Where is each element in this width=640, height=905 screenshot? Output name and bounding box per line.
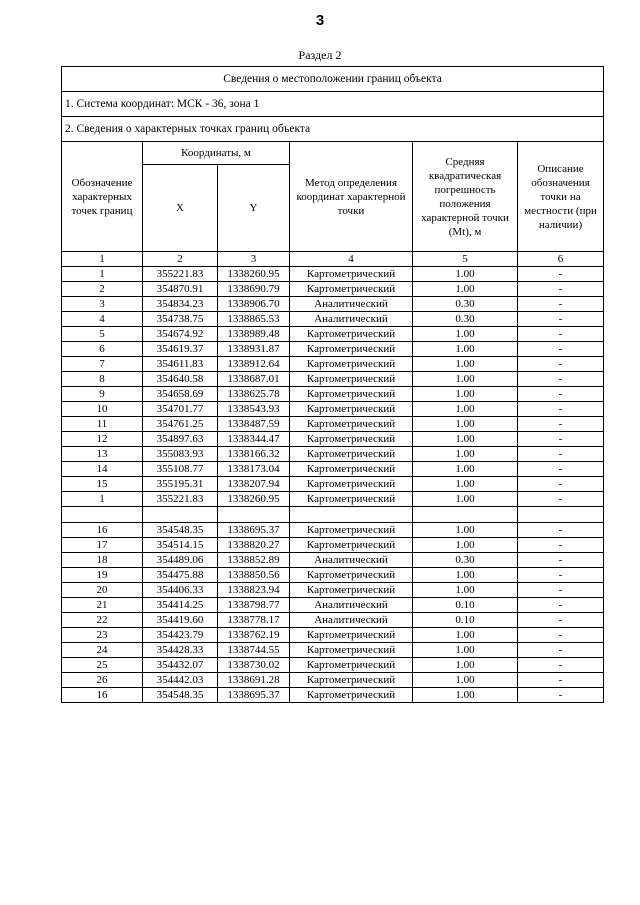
- table-cell: Картометрический: [290, 267, 413, 282]
- table-cell: 1.00: [413, 432, 518, 447]
- table-cell: 1.00: [413, 523, 518, 538]
- table-cell: 354761.25: [143, 417, 218, 432]
- table-cell: 355108.77: [143, 462, 218, 477]
- table-cell: 1338850.56: [218, 568, 290, 583]
- table-cell: Картометрический: [290, 688, 413, 703]
- table-cell: 354406.33: [143, 583, 218, 598]
- table-cell: Картометрический: [290, 462, 413, 477]
- table-row: [62, 538, 604, 553]
- table-cell: 9: [62, 387, 143, 402]
- table-row: [62, 568, 604, 583]
- table-cell: 1.00: [413, 643, 518, 658]
- table-row: [62, 553, 604, 568]
- table-cell: 354640.58: [143, 372, 218, 387]
- table-cell: 21: [62, 598, 143, 613]
- table-cell: 1.00: [413, 372, 518, 387]
- table-cell: 1.00: [413, 342, 518, 357]
- table-row: [62, 673, 604, 688]
- table-row: [62, 658, 604, 673]
- table-cell: -: [518, 628, 604, 643]
- header-x: X: [143, 165, 218, 252]
- table-cell: 1338166.32: [218, 447, 290, 462]
- table-cell: 354432.07: [143, 658, 218, 673]
- table-cell: Аналитический: [290, 598, 413, 613]
- table-cell: 1.00: [413, 357, 518, 372]
- points-heading: 2. Сведения о характерных точках границ объекта: [62, 117, 604, 142]
- table-cell: 1338691.28: [218, 673, 290, 688]
- table-row: [62, 327, 604, 342]
- table-cell: -: [518, 553, 604, 568]
- table-cell: 1.00: [413, 688, 518, 703]
- header-coordinates: Координаты, м: [143, 142, 290, 165]
- table-row: [62, 417, 604, 432]
- table-cell: 1.00: [413, 568, 518, 583]
- coord-system: 1. Система координат: МСК - 36, зона 1: [62, 92, 604, 117]
- table-cell: 355221.83: [143, 267, 218, 282]
- table-cell: 1338931.87: [218, 342, 290, 357]
- column-number: 5: [413, 252, 518, 267]
- table-cell: 5: [62, 327, 143, 342]
- table-cell: Картометрический: [290, 658, 413, 673]
- table-cell: Картометрический: [290, 628, 413, 643]
- table-cell: Аналитический: [290, 312, 413, 327]
- header-y: Y: [218, 165, 290, 252]
- table-cell: 354514.15: [143, 538, 218, 553]
- column-number: 6: [518, 252, 604, 267]
- table-cell: -: [518, 432, 604, 447]
- table-cell: 23: [62, 628, 143, 643]
- section-title: Раздел 2: [298, 48, 342, 62]
- table-cell: Картометрический: [290, 327, 413, 342]
- column-number: 3: [218, 252, 290, 267]
- table-cell: 0.30: [413, 312, 518, 327]
- table-cell: -: [518, 492, 604, 507]
- table-cell: 1338695.37: [218, 523, 290, 538]
- table-cell: Картометрический: [290, 357, 413, 372]
- table-cell: -: [518, 447, 604, 462]
- table-cell: Картометрический: [290, 342, 413, 357]
- table-cell: 1.00: [413, 387, 518, 402]
- table-row: [62, 387, 604, 402]
- blank-cell: [143, 507, 218, 523]
- table-cell: 1338912.64: [218, 357, 290, 372]
- table-cell: 354674.92: [143, 327, 218, 342]
- header-designation: Обозначение характерных точек границ: [62, 142, 143, 252]
- table-row: [62, 643, 604, 658]
- table-cell: 1338852.89: [218, 553, 290, 568]
- table-cell: 25: [62, 658, 143, 673]
- column-number: 4: [290, 252, 413, 267]
- table-cell: -: [518, 297, 604, 312]
- table-cell: -: [518, 462, 604, 477]
- table-cell: 1338989.48: [218, 327, 290, 342]
- table-row: [62, 613, 604, 628]
- table-cell: Картометрический: [290, 432, 413, 447]
- table-cell: Картометрический: [290, 372, 413, 387]
- table-row: [62, 523, 604, 538]
- header-method: Метод определения координат характерной точки: [290, 142, 413, 252]
- table-row: [62, 598, 604, 613]
- table-cell: 1338487.59: [218, 417, 290, 432]
- table-row: [62, 267, 604, 282]
- table-cell: 1.00: [413, 282, 518, 297]
- blank-cell: [290, 507, 413, 523]
- table-cell: 0.30: [413, 297, 518, 312]
- table-cell: 1338778.17: [218, 613, 290, 628]
- table-cell: 354658.69: [143, 387, 218, 402]
- table-cell: 1: [62, 267, 143, 282]
- table-row: [62, 688, 604, 703]
- page-number: 3: [315, 12, 325, 29]
- table-row: [62, 462, 604, 477]
- table-cell: 1: [62, 492, 143, 507]
- table-cell: 1.00: [413, 267, 518, 282]
- table-cell: -: [518, 342, 604, 357]
- table-cell: Картометрический: [290, 523, 413, 538]
- table-cell: 354475.88: [143, 568, 218, 583]
- table-row: [62, 477, 604, 492]
- table-cell: 2: [62, 282, 143, 297]
- table-cell: 1.00: [413, 417, 518, 432]
- table-cell: 1338798.77: [218, 598, 290, 613]
- table-cell: 24: [62, 643, 143, 658]
- blank-cell: [62, 507, 143, 523]
- table-cell: 11: [62, 417, 143, 432]
- table-cell: -: [518, 688, 604, 703]
- table-cell: -: [518, 583, 604, 598]
- table-cell: 1338260.95: [218, 267, 290, 282]
- table-cell: 354423.79: [143, 628, 218, 643]
- table-cell: 8: [62, 372, 143, 387]
- table-cell: 1338173.04: [218, 462, 290, 477]
- table-cell: 354548.35: [143, 688, 218, 703]
- table-cell: Картометрический: [290, 643, 413, 658]
- table-row: [62, 357, 604, 372]
- table-cell: Картометрический: [290, 477, 413, 492]
- table-cell: 1.00: [413, 477, 518, 492]
- table-cell: -: [518, 643, 604, 658]
- table-cell: 355083.93: [143, 447, 218, 462]
- table-cell: -: [518, 538, 604, 553]
- table-cell: 1.00: [413, 462, 518, 477]
- table-cell: 0.30: [413, 553, 518, 568]
- table-cell: 1338744.55: [218, 643, 290, 658]
- table-cell: Картометрический: [290, 568, 413, 583]
- column-number: 2: [143, 252, 218, 267]
- table-cell: Картометрический: [290, 402, 413, 417]
- table-cell: 14: [62, 462, 143, 477]
- blank-row: [62, 507, 604, 523]
- table-cell: Картометрический: [290, 538, 413, 553]
- table-cell: 1338762.19: [218, 628, 290, 643]
- header-description: Описание обозначения точки на местности (при наличии): [518, 142, 604, 252]
- table-cell: 15: [62, 477, 143, 492]
- table-cell: 354619.37: [143, 342, 218, 357]
- table-cell: Картометрический: [290, 447, 413, 462]
- table-row: [62, 583, 604, 598]
- table-row: [62, 282, 604, 297]
- table-row: [62, 297, 604, 312]
- table-row: [62, 628, 604, 643]
- table-cell: 0.10: [413, 613, 518, 628]
- table-cell: Картометрический: [290, 583, 413, 598]
- table-cell: 354738.75: [143, 312, 218, 327]
- table-row: [62, 402, 604, 417]
- table-cell: 3: [62, 297, 143, 312]
- table-cell: -: [518, 568, 604, 583]
- table-cell: 22: [62, 613, 143, 628]
- table-cell: 1338260.95: [218, 492, 290, 507]
- table-cell: -: [518, 613, 604, 628]
- table-cell: 354897.63: [143, 432, 218, 447]
- boundary-table: [61, 66, 604, 703]
- table-cell: -: [518, 357, 604, 372]
- table-cell: 20: [62, 583, 143, 598]
- table-cell: -: [518, 598, 604, 613]
- table-cell: Картометрический: [290, 673, 413, 688]
- table-cell: 1.00: [413, 538, 518, 553]
- table-cell: Аналитический: [290, 553, 413, 568]
- table-cell: -: [518, 402, 604, 417]
- table-cell: 355221.83: [143, 492, 218, 507]
- table-cell: 16: [62, 688, 143, 703]
- table-cell: 354611.83: [143, 357, 218, 372]
- table-cell: 1338730.02: [218, 658, 290, 673]
- table-cell: 354489.06: [143, 553, 218, 568]
- table-cell: 354442.03: [143, 673, 218, 688]
- table-cell: -: [518, 312, 604, 327]
- table-row: [62, 492, 604, 507]
- table-cell: 1338207.94: [218, 477, 290, 492]
- header-error: Средняя квадратическая погрешность положения характерной точки (Mt), м: [413, 142, 518, 252]
- table-cell: Картометрический: [290, 492, 413, 507]
- table-cell: 7: [62, 357, 143, 372]
- table-title: Сведения о местоположении границ объекта: [62, 67, 604, 92]
- table-cell: -: [518, 417, 604, 432]
- blank-cell: [518, 507, 604, 523]
- table-cell: -: [518, 387, 604, 402]
- table-cell: -: [518, 282, 604, 297]
- table-cell: 16: [62, 523, 143, 538]
- table-cell: 1.00: [413, 658, 518, 673]
- table-cell: 1338690.79: [218, 282, 290, 297]
- table-cell: 13: [62, 447, 143, 462]
- table-row: [62, 372, 604, 387]
- table-row: [62, 342, 604, 357]
- table-cell: Аналитический: [290, 613, 413, 628]
- table-cell: 1338625.78: [218, 387, 290, 402]
- table-cell: 17: [62, 538, 143, 553]
- table-cell: 1338820.27: [218, 538, 290, 553]
- table-row: [62, 432, 604, 447]
- table-cell: 12: [62, 432, 143, 447]
- table-cell: 1338695.37: [218, 688, 290, 703]
- table-cell: -: [518, 673, 604, 688]
- column-number-row: [62, 252, 604, 267]
- table-cell: Картометрический: [290, 282, 413, 297]
- table-cell: 1338823.94: [218, 583, 290, 598]
- table-cell: -: [518, 267, 604, 282]
- table-cell: 1338906.70: [218, 297, 290, 312]
- table-cell: 354419.60: [143, 613, 218, 628]
- table-cell: 6: [62, 342, 143, 357]
- table-cell: 1338543.93: [218, 402, 290, 417]
- table-cell: 354548.35: [143, 523, 218, 538]
- table-cell: -: [518, 523, 604, 538]
- column-number: 1: [62, 252, 143, 267]
- table-cell: 1.00: [413, 583, 518, 598]
- table-row: [62, 447, 604, 462]
- table-cell: 1.00: [413, 447, 518, 462]
- table-cell: -: [518, 327, 604, 342]
- table-cell: 1.00: [413, 492, 518, 507]
- table-cell: 1.00: [413, 402, 518, 417]
- table-cell: Картометрический: [290, 387, 413, 402]
- table-cell: 1.00: [413, 628, 518, 643]
- table-cell: 354428.33: [143, 643, 218, 658]
- table-cell: 1338865.53: [218, 312, 290, 327]
- table-cell: -: [518, 372, 604, 387]
- table-cell: -: [518, 658, 604, 673]
- table-cell: 354701.77: [143, 402, 218, 417]
- table-cell: 1.00: [413, 327, 518, 342]
- table-cell: Аналитический: [290, 297, 413, 312]
- table-cell: 354414.25: [143, 598, 218, 613]
- table-cell: 4: [62, 312, 143, 327]
- table-cell: 18: [62, 553, 143, 568]
- table-cell: 1.00: [413, 673, 518, 688]
- table-row: [62, 312, 604, 327]
- table-cell: 26: [62, 673, 143, 688]
- table-cell: 1338687.01: [218, 372, 290, 387]
- table-cell: 19: [62, 568, 143, 583]
- table-cell: Картометрический: [290, 417, 413, 432]
- table-cell: -: [518, 477, 604, 492]
- table-cell: 10: [62, 402, 143, 417]
- blank-cell: [413, 507, 518, 523]
- table-cell: 355195.31: [143, 477, 218, 492]
- table-cell: 0.10: [413, 598, 518, 613]
- table-cell: 1338344.47: [218, 432, 290, 447]
- table-cell: 354834.23: [143, 297, 218, 312]
- blank-cell: [218, 507, 290, 523]
- table-cell: 354870.91: [143, 282, 218, 297]
